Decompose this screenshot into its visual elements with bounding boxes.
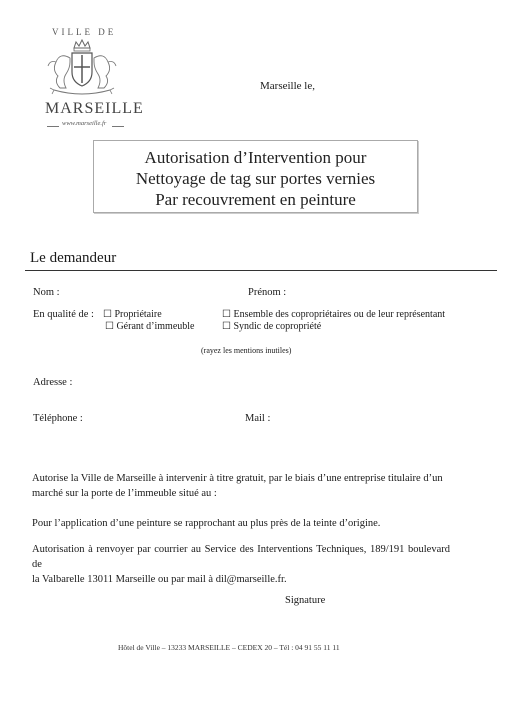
logo-city-name: MARSEILLE (45, 100, 144, 117)
nom-label: Nom : (33, 287, 60, 298)
signature-label: Signature (285, 595, 326, 606)
paint-line: Pour l’application d’une peinture se rapprochant au plus près de la teinte d’origine. (32, 518, 381, 529)
title-line-2: Nettoyage de tag sur portes vernies (135, 169, 376, 188)
checkbox-ensemble[interactable]: ☐ Ensemble des copropriétaires ou de leur représentant (222, 309, 446, 320)
title-line-1: Autorisation d’Intervention pour (144, 148, 367, 167)
checkbox-proprietaire[interactable]: ☐ Propriétaire (103, 309, 162, 320)
adresse-label: Adresse : (33, 377, 73, 388)
checkbox-gerant[interactable]: ☐ Gérant d’immeuble (105, 321, 195, 332)
footer-address: Hôtel de Ville – 13233 MARSEILLE – CEDEX 20 – Tél : 04 91 55 11 11 (118, 643, 340, 652)
section-heading: Le demandeur (30, 250, 117, 266)
logo-rule-right (112, 126, 124, 127)
authorization-line-1: Autorise la Ville de Marseille à intervenir à titre gratuit, par le biais d’une entreprise titulaire d’un (32, 473, 443, 484)
title-box (93, 140, 418, 213)
logo-rule-left (47, 126, 59, 127)
mail-label: Mail : (245, 413, 271, 424)
logo-top-text: VILLE DE (52, 27, 117, 37)
qualite-label: En qualité de : (33, 309, 94, 320)
mentions-note: (rayez les mentions inutiles) (201, 346, 292, 355)
title-line-3: Par recouvrement en peinture (155, 190, 356, 209)
logo-url: www.marseille.fr (62, 120, 107, 127)
prenom-label: Prénom : (248, 287, 287, 298)
return-line-2: la Valbarelle 13011 Marseille ou par mail à dil@marseille.fr. (32, 574, 287, 585)
return-line-1: Autorisation à renvoyer par courrier au Service des Interventions Techniques, 189/191 boulevard de (32, 544, 450, 570)
telephone-label: Téléphone : (33, 413, 83, 424)
paint-paragraph (32, 516, 450, 531)
authorization-line-2: marché sur la porte de l’immeuble situé au : (32, 488, 217, 499)
checkbox-syndic[interactable]: ☐ Syndic de copropriété (222, 321, 322, 332)
section-divider (25, 270, 497, 271)
date-line: Marseille le, (260, 80, 315, 92)
city-crest-icon (36, 38, 128, 100)
authorization-paragraph (32, 471, 450, 501)
return-paragraph (32, 542, 450, 587)
